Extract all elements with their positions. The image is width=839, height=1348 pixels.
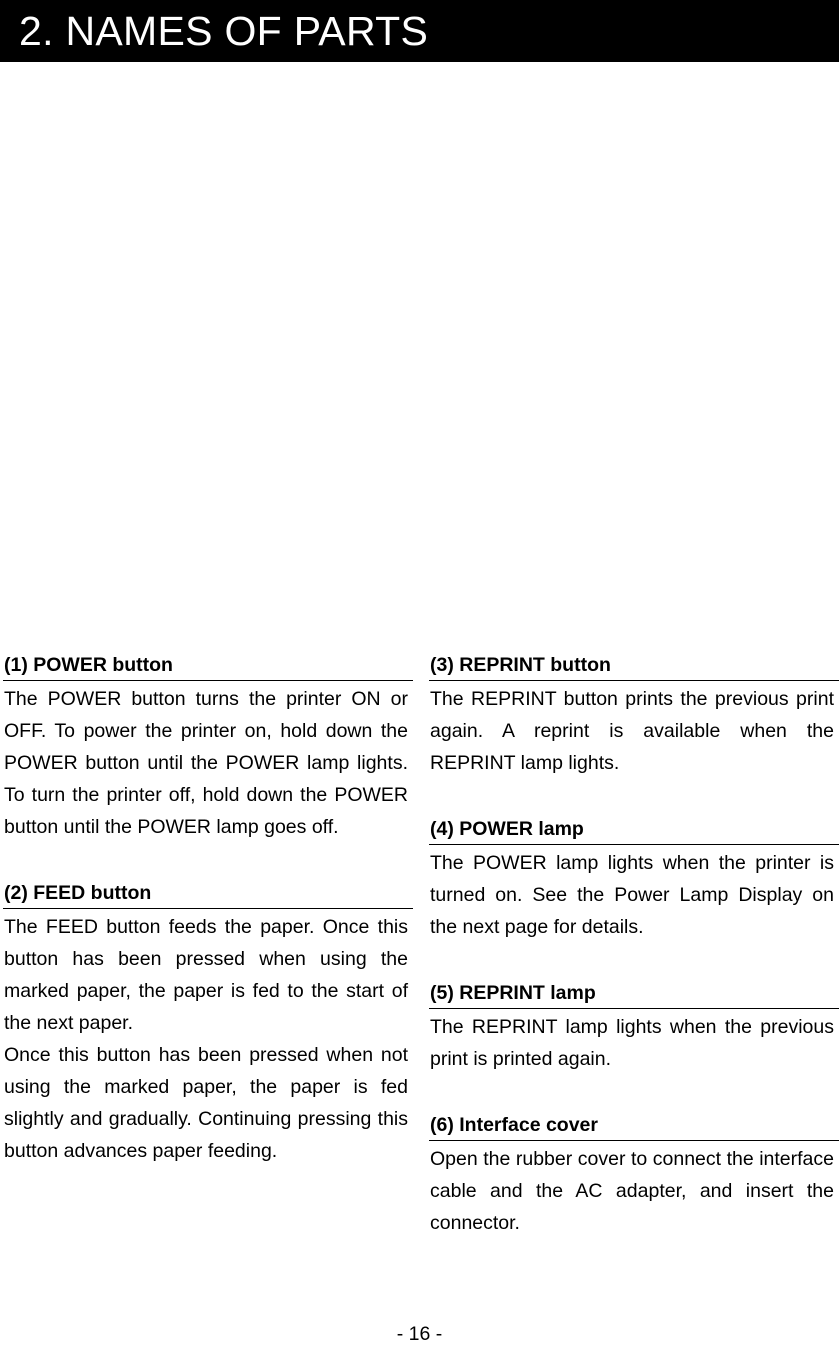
reprint-lamp-heading: (5) REPRINT lamp: [429, 980, 839, 1009]
reprint-lamp-description: The REPRINT lamp lights when the previous print is printed again.: [430, 1016, 834, 1070]
left-column: [3, 652, 413, 1167]
figure-area: [0, 62, 839, 642]
reprint-button-section: [429, 652, 839, 779]
reprint-lamp-section: [429, 980, 839, 1075]
power-lamp-section: [429, 816, 839, 943]
feed-button-description-2: Once this button has been pressed when not using the marked paper, the paper is fed slightly and gradually. Continuing pressing this button advances paper feeding.: [4, 1044, 408, 1162]
power-button-section: [3, 652, 413, 843]
interface-cover-description: Open the rubber cover to connect the interface cable and the AC adapter, and insert the connector.: [430, 1148, 834, 1234]
power-lamp-description: The POWER lamp lights when the printer is turned on. See the Power Lamp Display on the next page for details.: [430, 852, 834, 938]
power-lamp-heading: (4) POWER lamp: [429, 816, 839, 845]
right-column: [429, 652, 839, 1239]
interface-cover-heading: (6) Interface cover: [429, 1112, 839, 1141]
interface-cover-section: [429, 1112, 839, 1239]
feed-button-heading: (2) FEED button: [3, 880, 413, 909]
reprint-button-heading: (3) REPRINT button: [429, 652, 839, 681]
page-title: 2. NAMES OF PARTS: [19, 8, 429, 54]
feed-button-section: [3, 880, 413, 1167]
power-button-heading: (1) POWER button: [3, 652, 413, 681]
power-button-description: The POWER button turns the printer ON or OFF. To power the printer on, hold down the POWER button until the POWER lamp lights. To turn the printer off, hold down the POWER button until the POWER lamp goes off.: [4, 688, 408, 838]
page-number: - 16 -: [396, 1323, 443, 1345]
section-title-bar: [0, 0, 839, 62]
feed-button-description-1: The FEED button feeds the paper. Once this button has been pressed when using the marked paper, the paper is fed to the start of the next paper.: [4, 916, 408, 1034]
reprint-button-description: The REPRINT button prints the previous print again. A reprint is available when the REPRINT lamp lights.: [430, 688, 834, 774]
